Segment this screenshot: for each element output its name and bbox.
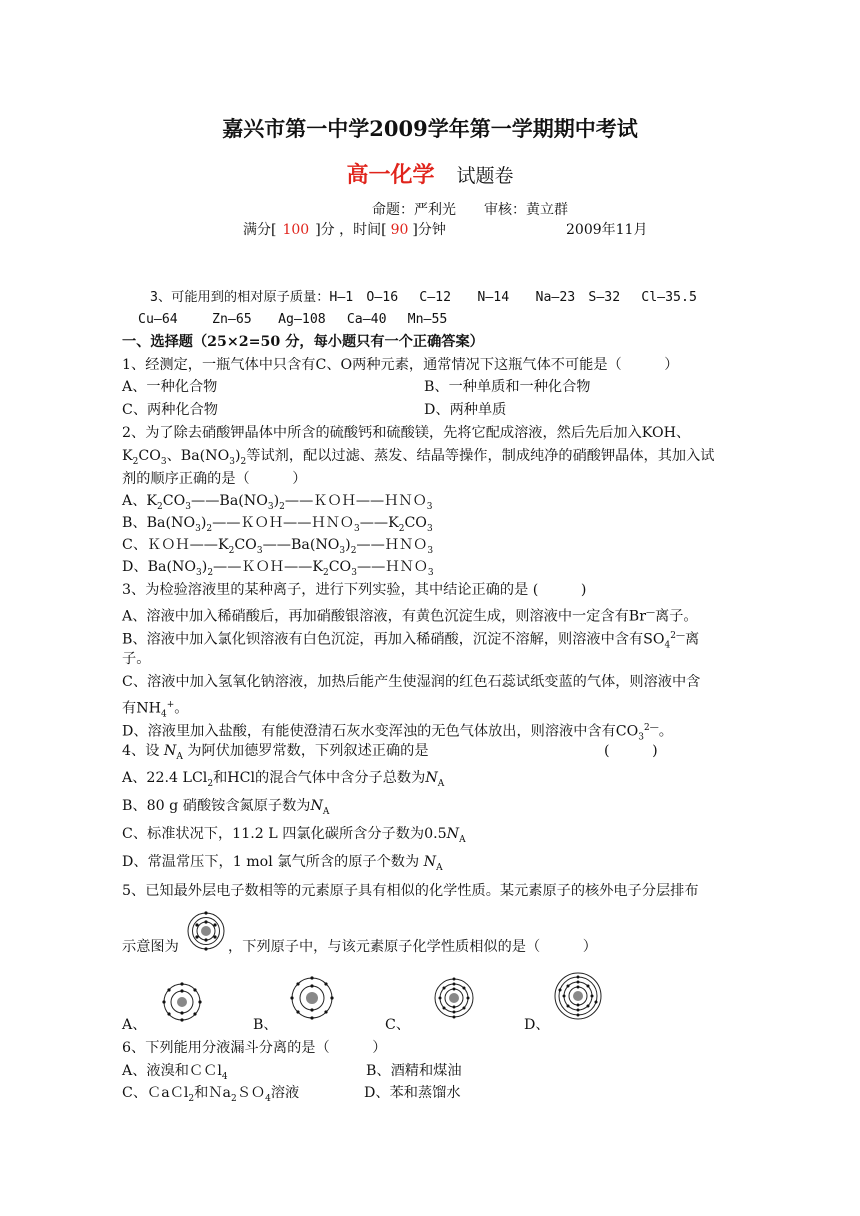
- score-prefix: 满分[: [243, 222, 277, 238]
- q6-option-b: B、酒精和煤油: [366, 1063, 462, 1079]
- q2-text: CO: [138, 448, 161, 464]
- q2c-sub: 3: [256, 545, 263, 556]
- q2b-sub: 3: [354, 523, 360, 534]
- q4c-na-sub: A: [459, 834, 466, 845]
- q4-stem: [122, 741, 429, 767]
- score-mid: ]分 ，时间[: [315, 222, 387, 238]
- q3c-text: 有NH: [122, 700, 161, 717]
- q3a-text: 离子。: [655, 608, 698, 625]
- q2d-text: ——ＫＯＨ——K: [213, 559, 323, 575]
- q2b-sub: 2: [398, 523, 405, 534]
- q2a-text: ——Ba(NO: [191, 493, 268, 509]
- author-line: 命题：严利光 审核：黄立群: [372, 202, 568, 218]
- q6c-text: ＳＯ: [236, 1085, 266, 1101]
- q6-option-c: [122, 1083, 299, 1109]
- q3-option-c-line-1: C、溶液中加入氢氧化钠溶液，加热后能产生使湿润的红色石蕊试纸变蓝的气体，则溶液中含: [122, 674, 701, 690]
- q2d-sub: 3: [427, 567, 434, 578]
- score-post: ]分钟: [412, 222, 446, 238]
- q4a-text: A、22.4 LCl: [122, 770, 208, 786]
- q2b-sub: 3: [426, 523, 433, 534]
- q2a-sub: 3: [185, 501, 192, 512]
- q2d-sub: 3: [351, 567, 357, 578]
- paper-title: 试题卷: [456, 165, 514, 187]
- q2d-text: CO: [328, 559, 352, 575]
- q2c-sub: 3: [427, 545, 434, 556]
- q3d-sub: 3: [638, 732, 644, 743]
- subject-title: 高一化学: [346, 162, 435, 188]
- q5-stem: 5、已知最外层电子数相等的元素原子具有相似的化学性质。某元素原子的核外电子分层排布: [122, 883, 699, 899]
- q2-stem-line-2: [122, 446, 714, 472]
- q2b-text: ——ＫＯＨ——ＨＮＯ: [212, 515, 354, 531]
- q2d-sub: 2: [322, 567, 329, 578]
- exam-subtitle: [0, 158, 860, 189]
- q2-text: K: [122, 448, 133, 464]
- atom-diagram-d: [554, 972, 602, 1020]
- q6-stem: 6、下列能用分液漏斗分离的是（ ）: [122, 1040, 387, 1056]
- exam-title: 嘉兴市第一中学2009学年第一学期期中考试: [222, 116, 638, 141]
- q4a-na-sub: A: [437, 778, 445, 789]
- q2c-text: CO: [234, 537, 257, 553]
- q4-text: 为阿伏加德罗常数，下列叙述正确的是: [182, 743, 429, 759]
- q2c-sub: 3: [339, 545, 346, 556]
- atomic-mass-line-1: 3、可能用到的相对原子质量：H—1 O—16 C—12 N—14 Na—23 S—32 Cl—35.5: [150, 290, 697, 305]
- section-heading: 一、选择题（25×2=50 分，每小题只有一个正确答案）: [122, 334, 484, 350]
- q5-stem-line-2-prefix: 示意图为: [122, 939, 179, 955]
- q4d-na-sub: A: [436, 862, 443, 873]
- score-value: 100: [282, 222, 310, 238]
- q2-text: 、Ba(NO: [166, 448, 230, 464]
- q4a-sub: 2: [207, 778, 214, 789]
- q2a-text: ): [273, 493, 280, 509]
- q2d-text: D、Ba(NO: [122, 559, 197, 575]
- q3-option-a: [122, 603, 698, 627]
- q1-option-a: A、一种化合物: [122, 379, 218, 395]
- q4-option-c: [122, 824, 466, 850]
- q6-option-d: D、苯和蒸馏水: [364, 1085, 461, 1101]
- score-time-line: [243, 220, 446, 240]
- q2b-text: CO: [404, 515, 427, 531]
- atomic-mass-line-2: Cu—64 Zn—65 Ag—108 Ca—40 Mn—55: [138, 312, 448, 327]
- q2-sub: 3: [229, 456, 235, 467]
- q2c-sub: 2: [350, 545, 357, 556]
- q6a-sub: 4: [221, 1071, 228, 1082]
- q2-stem-line-3: 剂的顺序正确的是（ ）: [122, 471, 307, 487]
- q4a-na: N: [425, 770, 438, 786]
- q3b-text: B、溶液中加入氯化钡溶液有白色沉淀，再加入稀硝酸，沉淀不溶解，则溶液中含有SO: [122, 631, 665, 648]
- q2b-text: B、Ba(NO: [122, 515, 196, 531]
- atom-diagram-c: [432, 976, 476, 1020]
- q4b-text: B、80 g 硝酸铵含氮原子数为: [122, 798, 311, 814]
- q2a-sub: 2: [279, 501, 285, 512]
- q2a-text: CO: [162, 493, 186, 509]
- exam-date: 2009年11月: [566, 222, 648, 238]
- q4d-text: D、常温常压下，1 mol 氯气所含的原子个数为: [122, 854, 424, 870]
- q2a-sub: 2: [157, 501, 163, 512]
- q2-text: ): [234, 448, 241, 464]
- q3-option-b: [122, 626, 699, 656]
- q2d-text: ): [201, 559, 208, 575]
- q4-answer-bracket: ( ): [604, 743, 658, 759]
- q2-sub: 2: [240, 456, 247, 467]
- q4-na: N: [163, 743, 177, 759]
- q2d-text: ——ＨＮＯ: [356, 559, 428, 575]
- q1-option-c: C、两种化合物: [122, 402, 218, 418]
- q4-na-sub: A: [176, 751, 183, 762]
- q2-sub: 2: [132, 456, 139, 467]
- q6a-text: A、液溴和ＣＣl: [122, 1063, 222, 1079]
- q2c-text: ——Ba(NO: [262, 537, 340, 553]
- q2a-sub: 3: [267, 501, 274, 512]
- q2d-sub: 3: [196, 567, 202, 578]
- q2b-sub: 3: [195, 523, 201, 534]
- q3d-text: D、溶液里加入盐酸，有能使澄清石灰水变浑浊的无色气体放出，则溶液中含有CO: [122, 723, 639, 740]
- q2c-text: C、ＫＯＨ——K: [122, 537, 229, 553]
- q2a-text: ——ＫＯＨ——ＨＮＯ: [284, 493, 427, 509]
- q2c-text: ): [345, 537, 351, 553]
- q2-sub: 3: [160, 456, 167, 467]
- atom-diagram-a: [160, 980, 204, 1024]
- q6c-text: 溶液: [270, 1085, 300, 1101]
- q2b-sub: 2: [206, 523, 213, 534]
- q5-option-d-label: D、: [524, 1017, 550, 1033]
- q4-text: 4、设: [122, 743, 164, 759]
- q3a-text: A、溶液中加入稀硝酸后，再加硝酸银溶液，有黄色沉淀生成，则溶液中一定含有Br: [122, 608, 647, 625]
- atom-diagram-given: [187, 910, 225, 952]
- q4c-text: C、标准状况下，11.2 L 四氯化碳所含分子数为0.5: [122, 826, 447, 842]
- q6c-sub: 4: [265, 1093, 271, 1104]
- q6c-sub: 2: [231, 1093, 237, 1104]
- q3d-text: 。: [658, 723, 673, 740]
- q4c-na: N: [446, 826, 460, 842]
- q6c-text: C、ＣaＣl: [122, 1085, 189, 1101]
- atom-diagram-b: [288, 974, 336, 1022]
- q4a-text: 和HCl的混合气体中含分子总数为: [213, 770, 426, 786]
- q1-stem: 1、经测定，一瓶气体中只含有C、O两种元素，通常情况下这瓶气体不可能是（ ）: [122, 357, 679, 373]
- q2a-sub: 3: [426, 501, 433, 512]
- q2-stem-line-1: 2、为了除去硝酸钾晶体中所含的硫酸钙和硫酸镁，先将它配成溶液，然后先后加入KOH、: [122, 425, 691, 441]
- q3c-text: 。: [174, 700, 189, 717]
- q3b-text: 离: [685, 631, 700, 648]
- q4-option-a: [122, 768, 444, 794]
- q1-option-d: D、两种单质: [424, 402, 507, 418]
- q2a-text: A、K: [122, 493, 158, 509]
- q3d-sup: 2—: [643, 723, 659, 733]
- q3c-sub: 4: [160, 709, 167, 720]
- q2-text: 等试剂，配以过滤、蒸发、结晶等操作，制成纯净的硝酸钾晶体，其加入试: [246, 448, 715, 464]
- q2-option-d: [122, 557, 434, 583]
- q5-option-c-label: C、: [385, 1017, 411, 1033]
- q3b-sup: 2—: [670, 631, 685, 641]
- q5-option-b-label: B、: [253, 1017, 278, 1033]
- q3a-sup: —: [646, 608, 656, 618]
- q1-option-b: B、一种单质和一种化合物: [424, 379, 591, 395]
- q3c-sup: +: [166, 700, 175, 710]
- q4d-na: N: [423, 854, 437, 870]
- q4b-na: N: [310, 798, 323, 814]
- q3b-sub: 4: [664, 640, 671, 651]
- q2c-text: ——ＨＮＯ: [356, 537, 428, 553]
- q4-option-d: [122, 852, 443, 878]
- q2d-sub: 2: [207, 567, 214, 578]
- q4b-na-sub: A: [322, 806, 330, 817]
- q2b-text: ——K: [359, 515, 399, 531]
- q2b-text: ): [200, 515, 207, 531]
- q4-option-b: [122, 796, 329, 822]
- q2c-sub: 2: [228, 545, 235, 556]
- q3-stem: 3、为检验溶液里的某种离子，进行下列实验，其中结论正确的是 ( ): [122, 582, 587, 598]
- q3-option-b-line-2: 子。: [122, 651, 151, 667]
- q5-option-a-label: A、: [122, 1017, 147, 1033]
- q5-stem-line-2-suffix: ，下列原子中，与该元素原子化学性质相似的是（ ）: [228, 939, 597, 955]
- q6c-text: 和Ｎa: [194, 1085, 231, 1101]
- q6c-sub: 2: [188, 1093, 195, 1104]
- time-value: 90: [390, 222, 409, 238]
